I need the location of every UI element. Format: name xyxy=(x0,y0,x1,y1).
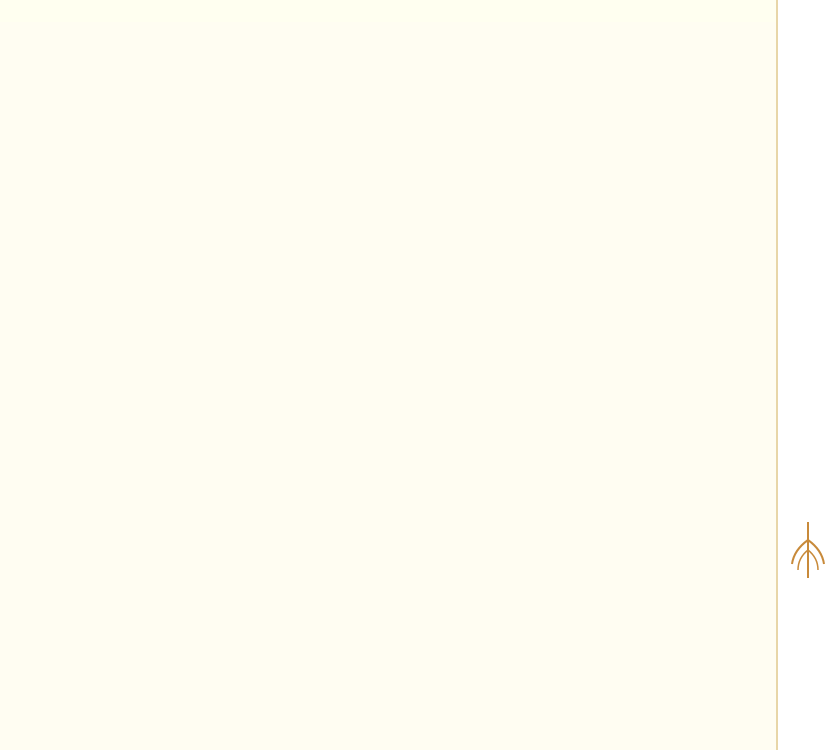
top-translation-line xyxy=(0,0,776,22)
ornament-icon xyxy=(788,520,828,580)
side-margin xyxy=(780,0,837,750)
